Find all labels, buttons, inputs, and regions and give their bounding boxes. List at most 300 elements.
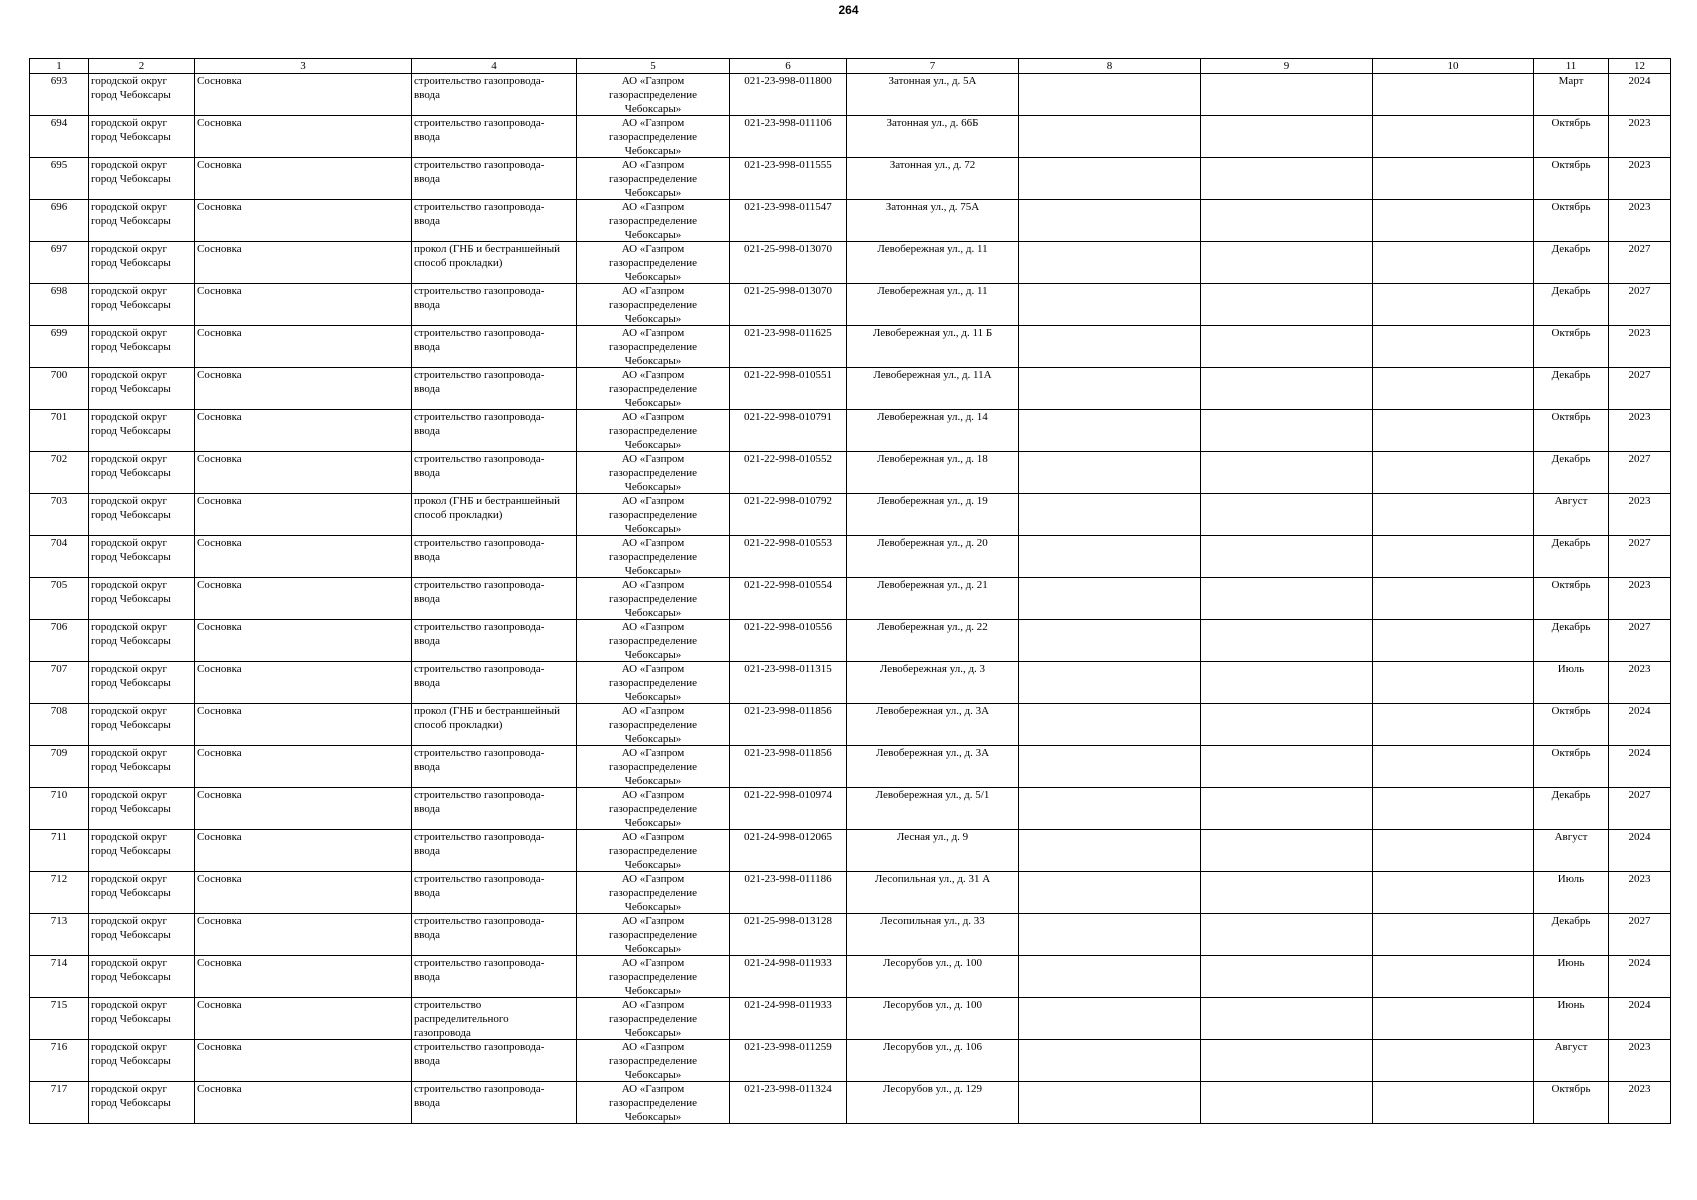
address-cell-text: Лесопильная ул., д. 33: [880, 915, 985, 927]
district-cell: [89, 284, 195, 326]
settlement-cell: [195, 158, 412, 200]
district-cell-text: городской округ город Чебоксары: [91, 495, 171, 521]
month-cell-text: Октябрь: [1551, 327, 1591, 339]
district-cell: [89, 410, 195, 452]
settlement-cell: [195, 998, 412, 1040]
year-cell-text: 2024: [1628, 75, 1651, 87]
district-cell-text: городской округ город Чебоксары: [91, 75, 171, 101]
month-cell-text: Октябрь: [1551, 159, 1591, 171]
column-10-cell: [1373, 704, 1534, 746]
column-8-cell-text: [1021, 284, 1198, 325]
operator-cell: [577, 494, 730, 536]
settlement-cell: [195, 914, 412, 956]
column-9-cell-text: [1203, 872, 1370, 913]
row-number-cell: [30, 830, 89, 872]
column-9-cell-text: [1203, 956, 1370, 997]
month-cell: [1534, 116, 1609, 158]
column-10-cell-text: [1375, 998, 1531, 1039]
row-number-cell-text: 705: [50, 579, 68, 591]
year-cell-text: 2023: [1628, 117, 1651, 129]
month-cell-text: Август: [1554, 495, 1588, 507]
month-cell: [1534, 746, 1609, 788]
table-row: [30, 368, 1671, 410]
application-code-cell: [730, 830, 847, 872]
application-code-cell-text: 021-25-998-013070: [744, 243, 832, 255]
column-header: 1: [30, 59, 89, 74]
table-row: [30, 536, 1671, 578]
address-cell-text: Левобережная ул., д. 3А: [875, 705, 990, 717]
district-cell: [89, 1082, 195, 1124]
page-number: 264: [838, 3, 859, 17]
column-10-cell: [1373, 914, 1534, 956]
work-type-cell-text: строительство газопровода- ввода: [414, 453, 545, 479]
column-header: 12: [1609, 59, 1671, 74]
column-9-cell-text: [1203, 830, 1370, 871]
work-type-cell-text: строительство газопровода- ввода: [414, 159, 545, 185]
operator-cell: [577, 1082, 730, 1124]
settlement-cell-text: Сосновка: [197, 285, 242, 297]
column-8-cell-text: [1021, 704, 1198, 745]
column-9-cell-text: [1203, 1040, 1370, 1081]
column-10-cell: [1373, 410, 1534, 452]
row-number-cell: [30, 242, 89, 284]
column-9-cell: [1201, 872, 1373, 914]
year-cell: [1609, 746, 1671, 788]
month-cell: [1534, 74, 1609, 116]
work-type-cell-text: строительство газопровода- ввода: [414, 1041, 545, 1067]
settlement-cell: [195, 1082, 412, 1124]
row-number-cell: [30, 368, 89, 410]
application-code-cell: [730, 74, 847, 116]
district-cell-text: городской округ город Чебоксары: [91, 243, 171, 269]
settlement-cell: [195, 494, 412, 536]
table-row: [30, 494, 1671, 536]
column-8-cell: [1019, 1040, 1201, 1082]
address-cell-text: Лесорубов ул., д. 106: [882, 1041, 983, 1053]
column-8-cell: [1019, 578, 1201, 620]
month-cell: [1534, 956, 1609, 998]
month-cell-text: Декабрь: [1551, 537, 1591, 549]
work-type-cell-text: строительство газопровода- ввода: [414, 411, 545, 437]
application-code-cell: [730, 242, 847, 284]
settlement-cell: [195, 1040, 412, 1082]
column-10-cell: [1373, 116, 1534, 158]
row-number-cell: [30, 284, 89, 326]
column-8-cell: [1019, 704, 1201, 746]
address-cell: [847, 662, 1019, 704]
district-cell: [89, 998, 195, 1040]
settlement-cell: [195, 830, 412, 872]
address-cell-text: Левобережная ул., д. 18: [877, 453, 988, 465]
month-cell: [1534, 1082, 1609, 1124]
row-number-cell-text: 709: [50, 747, 68, 759]
year-cell-text: 2027: [1628, 453, 1651, 465]
year-cell-text: 2027: [1628, 369, 1651, 381]
district-cell: [89, 1040, 195, 1082]
column-10-cell-text: [1375, 536, 1531, 577]
row-number-cell: [30, 116, 89, 158]
column-8-cell: [1019, 788, 1201, 830]
operator-cell-text: АО «Газпром газораспределение Чебоксары»: [608, 789, 698, 829]
column-8-cell-text: [1021, 998, 1198, 1039]
column-8-cell-text: [1021, 116, 1198, 157]
column-header: 2: [89, 59, 195, 74]
address-cell-text: Левобережная ул., д. 20: [877, 537, 988, 549]
work-type-cell: [412, 326, 577, 368]
column-10-cell-text: [1375, 662, 1531, 703]
column-9-cell-text: [1203, 284, 1370, 325]
work-type-cell-text: строительство газопровода- ввода: [414, 285, 545, 311]
table-row: [30, 662, 1671, 704]
row-number-cell-text: 712: [50, 873, 68, 885]
application-code-cell: [730, 998, 847, 1040]
column-9-cell-text: [1203, 620, 1370, 661]
table-row: [30, 200, 1671, 242]
column-9-cell-text: [1203, 1082, 1370, 1123]
year-cell: [1609, 368, 1671, 410]
column-10-cell: [1373, 998, 1534, 1040]
district-cell: [89, 956, 195, 998]
month-cell-text: Октябрь: [1551, 705, 1591, 717]
column-10-cell: [1373, 1040, 1534, 1082]
work-type-cell: [412, 200, 577, 242]
year-cell: [1609, 914, 1671, 956]
column-9-cell-text: [1203, 326, 1370, 367]
table-row: [30, 788, 1671, 830]
month-cell-text: Июнь: [1557, 957, 1585, 969]
row-number-cell-text: 701: [50, 411, 68, 423]
month-cell-text: Декабрь: [1551, 285, 1591, 297]
district-cell: [89, 116, 195, 158]
district-cell-text: городской округ город Чебоксары: [91, 579, 171, 605]
column-9-cell-text: [1203, 704, 1370, 745]
table-row: [30, 74, 1671, 116]
year-cell-text: 2023: [1628, 201, 1651, 213]
column-8-cell-text: [1021, 368, 1198, 409]
district-cell-text: городской округ город Чебоксары: [91, 873, 171, 899]
gasification-schedule-table: [29, 58, 1671, 1124]
table-row: [30, 242, 1671, 284]
month-cell: [1534, 536, 1609, 578]
settlement-cell-text: Сосновка: [197, 915, 242, 927]
row-number-cell-text: 697: [50, 243, 68, 255]
application-code-cell-text: 021-24-998-011933: [744, 999, 832, 1011]
operator-cell-text: АО «Газпром газораспределение Чебоксары»: [608, 117, 698, 157]
district-cell: [89, 242, 195, 284]
work-type-cell-text: строительство газопровода- ввода: [414, 873, 545, 899]
month-cell: [1534, 368, 1609, 410]
column-10-cell: [1373, 242, 1534, 284]
year-cell-text: 2023: [1628, 411, 1651, 423]
table-row: [30, 284, 1671, 326]
settlement-cell-text: Сосновка: [197, 75, 242, 87]
settlement-cell: [195, 704, 412, 746]
column-10-cell-text: [1375, 200, 1531, 241]
work-type-cell-text: строительство газопровода- ввода: [414, 201, 545, 227]
month-cell: [1534, 1040, 1609, 1082]
row-number-cell-text: 693: [50, 75, 68, 87]
settlement-cell: [195, 662, 412, 704]
month-cell-text: Август: [1554, 1041, 1588, 1053]
month-cell: [1534, 914, 1609, 956]
district-cell-text: городской округ город Чебоксары: [91, 831, 171, 857]
column-9-cell-text: [1203, 158, 1370, 199]
month-cell-text: Июль: [1557, 873, 1585, 885]
column-10-cell-text: [1375, 410, 1531, 451]
column-8-cell-text: [1021, 872, 1198, 913]
column-9-cell: [1201, 158, 1373, 200]
column-10-cell: [1373, 662, 1534, 704]
district-cell-text: городской округ город Чебоксары: [91, 159, 171, 185]
address-cell: [847, 536, 1019, 578]
work-type-cell: [412, 1040, 577, 1082]
address-cell-text: Левобережная ул., д. 11 Б: [872, 327, 993, 339]
column-10-cell: [1373, 620, 1534, 662]
column-8-cell-text: [1021, 494, 1198, 535]
settlement-cell: [195, 368, 412, 410]
row-number-cell-text: 694: [50, 117, 68, 129]
month-cell: [1534, 200, 1609, 242]
address-cell: [847, 1040, 1019, 1082]
work-type-cell: [412, 158, 577, 200]
column-header: 7: [847, 59, 1019, 74]
year-cell: [1609, 956, 1671, 998]
month-cell-text: Июль: [1557, 663, 1585, 675]
column-9-cell: [1201, 788, 1373, 830]
operator-cell-text: АО «Газпром газораспределение Чебоксары»: [608, 873, 698, 913]
column-10-cell-text: [1375, 284, 1531, 325]
row-number-cell: [30, 914, 89, 956]
column-10-cell-text: [1375, 242, 1531, 283]
month-cell: [1534, 326, 1609, 368]
district-cell: [89, 830, 195, 872]
column-9-cell: [1201, 242, 1373, 284]
year-cell-text: 2023: [1628, 1041, 1651, 1053]
settlement-cell: [195, 578, 412, 620]
column-9-cell: [1201, 494, 1373, 536]
row-number-cell-text: 695: [50, 159, 68, 171]
column-10-cell: [1373, 74, 1534, 116]
address-cell: [847, 452, 1019, 494]
address-cell: [847, 116, 1019, 158]
work-type-cell-text: строительство распределительного газопровода: [414, 999, 509, 1039]
address-cell-text: Лесорубов ул., д. 100: [882, 999, 983, 1011]
column-8-cell: [1019, 872, 1201, 914]
table-body: [30, 74, 1671, 1124]
column-9-cell: [1201, 326, 1373, 368]
year-cell: [1609, 1040, 1671, 1082]
settlement-cell: [195, 410, 412, 452]
settlement-cell: [195, 326, 412, 368]
settlement-cell-text: Сосновка: [197, 873, 242, 885]
row-number-cell-text: 713: [50, 915, 68, 927]
application-code-cell: [730, 704, 847, 746]
address-cell-text: Левобережная ул., д. 11: [877, 243, 988, 255]
work-type-cell: [412, 242, 577, 284]
year-cell: [1609, 662, 1671, 704]
address-cell-text: Левобережная ул., д. 3А: [875, 747, 990, 759]
settlement-cell-text: Сосновка: [197, 663, 242, 675]
month-cell-text: Октябрь: [1551, 747, 1591, 759]
year-cell-text: 2023: [1628, 579, 1651, 591]
work-type-cell: [412, 578, 577, 620]
settlement-cell: [195, 956, 412, 998]
work-type-cell: [412, 704, 577, 746]
row-number-cell-text: 710: [50, 789, 68, 801]
settlement-cell-text: Сосновка: [197, 159, 242, 171]
operator-cell-text: АО «Газпром газораспределение Чебоксары»: [608, 369, 698, 409]
column-8-cell: [1019, 452, 1201, 494]
month-cell-text: Декабрь: [1551, 915, 1591, 927]
column-10-cell: [1373, 1082, 1534, 1124]
table-row: [30, 704, 1671, 746]
month-cell: [1534, 452, 1609, 494]
column-8-cell-text: [1021, 956, 1198, 997]
operator-cell-text: АО «Газпром газораспределение Чебоксары»: [608, 411, 698, 451]
column-9-cell: [1201, 368, 1373, 410]
row-number-cell-text: 708: [50, 705, 68, 717]
column-9-cell-text: [1203, 494, 1370, 535]
address-cell: [847, 620, 1019, 662]
work-type-cell: [412, 410, 577, 452]
work-type-cell: [412, 536, 577, 578]
row-number-cell: [30, 158, 89, 200]
district-cell-text: городской округ город Чебоксары: [91, 201, 171, 227]
column-10-cell-text: [1375, 158, 1531, 199]
column-8-cell-text: [1021, 620, 1198, 661]
column-8-cell-text: [1021, 662, 1198, 703]
address-cell-text: Лесорубов ул., д. 100: [882, 957, 983, 969]
district-cell-text: городской округ город Чебоксары: [91, 1083, 171, 1109]
column-9-cell: [1201, 662, 1373, 704]
application-code-cell-text: 021-22-998-010552: [744, 453, 832, 465]
column-9-cell: [1201, 1040, 1373, 1082]
row-number-cell-text: 715: [50, 999, 68, 1011]
address-cell-text: Левобережная ул., д. 5/1: [875, 789, 990, 801]
column-9-cell: [1201, 998, 1373, 1040]
district-cell-text: городской округ город Чебоксары: [91, 537, 171, 563]
application-code-cell: [730, 620, 847, 662]
address-cell: [847, 284, 1019, 326]
month-cell-text: Октябрь: [1551, 411, 1591, 423]
year-cell-text: 2024: [1628, 999, 1651, 1011]
column-9-cell-text: [1203, 452, 1370, 493]
column-10-cell: [1373, 326, 1534, 368]
month-cell: [1534, 620, 1609, 662]
application-code-cell-text: 021-23-998-011547: [744, 201, 832, 213]
application-code-cell-text: 021-22-998-010551: [744, 369, 832, 381]
year-cell: [1609, 158, 1671, 200]
operator-cell-text: АО «Газпром газораспределение Чебоксары»: [608, 831, 698, 871]
address-cell-text: Левобережная ул., д. 19: [877, 495, 988, 507]
month-cell-text: Июнь: [1557, 999, 1585, 1011]
operator-cell-text: АО «Газпром газораспределение Чебоксары»: [608, 537, 698, 577]
column-header: 11: [1534, 59, 1609, 74]
work-type-cell: [412, 116, 577, 158]
month-cell: [1534, 998, 1609, 1040]
district-cell: [89, 494, 195, 536]
row-number-cell-text: 704: [50, 537, 68, 549]
work-type-cell-text: прокол (ГНБ и бестраншейный способ прокладки): [414, 243, 561, 269]
year-cell-text: 2027: [1628, 621, 1651, 633]
column-8-cell: [1019, 200, 1201, 242]
address-cell: [847, 746, 1019, 788]
column-9-cell-text: [1203, 116, 1370, 157]
row-number-cell-text: 699: [50, 327, 68, 339]
address-cell-text: Затонная ул., д. 75А: [885, 201, 980, 213]
operator-cell: [577, 116, 730, 158]
work-type-cell: [412, 662, 577, 704]
operator-cell-text: АО «Газпром газораспределение Чебоксары»: [608, 747, 698, 787]
operator-cell: [577, 998, 730, 1040]
table-row: [30, 578, 1671, 620]
operator-cell-text: АО «Газпром газораспределение Чебоксары»: [608, 999, 698, 1039]
column-8-cell-text: [1021, 536, 1198, 577]
operator-cell-text: АО «Газпром газораспределение Чебоксары»: [608, 201, 698, 241]
column-8-cell-text: [1021, 74, 1198, 115]
year-cell: [1609, 200, 1671, 242]
year-cell-text: 2023: [1628, 327, 1651, 339]
table-row: [30, 620, 1671, 662]
application-code-cell: [730, 284, 847, 326]
column-10-cell-text: [1375, 830, 1531, 871]
column-9-cell: [1201, 536, 1373, 578]
year-cell: [1609, 116, 1671, 158]
column-9-cell: [1201, 704, 1373, 746]
month-cell-text: Октябрь: [1551, 1083, 1591, 1095]
column-10-cell: [1373, 746, 1534, 788]
column-9-cell-text: [1203, 578, 1370, 619]
column-10-cell: [1373, 158, 1534, 200]
column-10-cell: [1373, 788, 1534, 830]
settlement-cell-text: Сосновка: [197, 1041, 242, 1053]
column-10-cell-text: [1375, 74, 1531, 115]
table-row: [30, 1040, 1671, 1082]
year-cell: [1609, 452, 1671, 494]
address-cell-text: Лесорубов ул., д. 129: [882, 1083, 983, 1095]
row-number-cell-text: 700: [50, 369, 68, 381]
year-cell-text: 2024: [1628, 831, 1651, 843]
row-number-cell: [30, 620, 89, 662]
column-8-cell-text: [1021, 830, 1198, 871]
settlement-cell-text: Сосновка: [197, 495, 242, 507]
address-cell: [847, 494, 1019, 536]
year-cell: [1609, 788, 1671, 830]
address-cell: [847, 998, 1019, 1040]
table-row: [30, 956, 1671, 998]
work-type-cell-text: строительство газопровода- ввода: [414, 579, 545, 605]
address-cell: [847, 704, 1019, 746]
settlement-cell: [195, 788, 412, 830]
month-cell: [1534, 830, 1609, 872]
settlement-cell: [195, 872, 412, 914]
operator-cell-text: АО «Газпром газораспределение Чебоксары»: [608, 495, 698, 535]
year-cell: [1609, 326, 1671, 368]
address-cell: [847, 578, 1019, 620]
row-number-cell: [30, 746, 89, 788]
year-cell-text: 2023: [1628, 873, 1651, 885]
column-8-cell-text: [1021, 200, 1198, 241]
work-type-cell-text: строительство газопровода- ввода: [414, 621, 545, 647]
column-8-cell: [1019, 410, 1201, 452]
year-cell: [1609, 242, 1671, 284]
column-9-cell-text: [1203, 368, 1370, 409]
column-9-cell: [1201, 452, 1373, 494]
address-cell: [847, 914, 1019, 956]
column-9-cell: [1201, 284, 1373, 326]
column-8-cell: [1019, 620, 1201, 662]
settlement-cell-text: Сосновка: [197, 789, 242, 801]
